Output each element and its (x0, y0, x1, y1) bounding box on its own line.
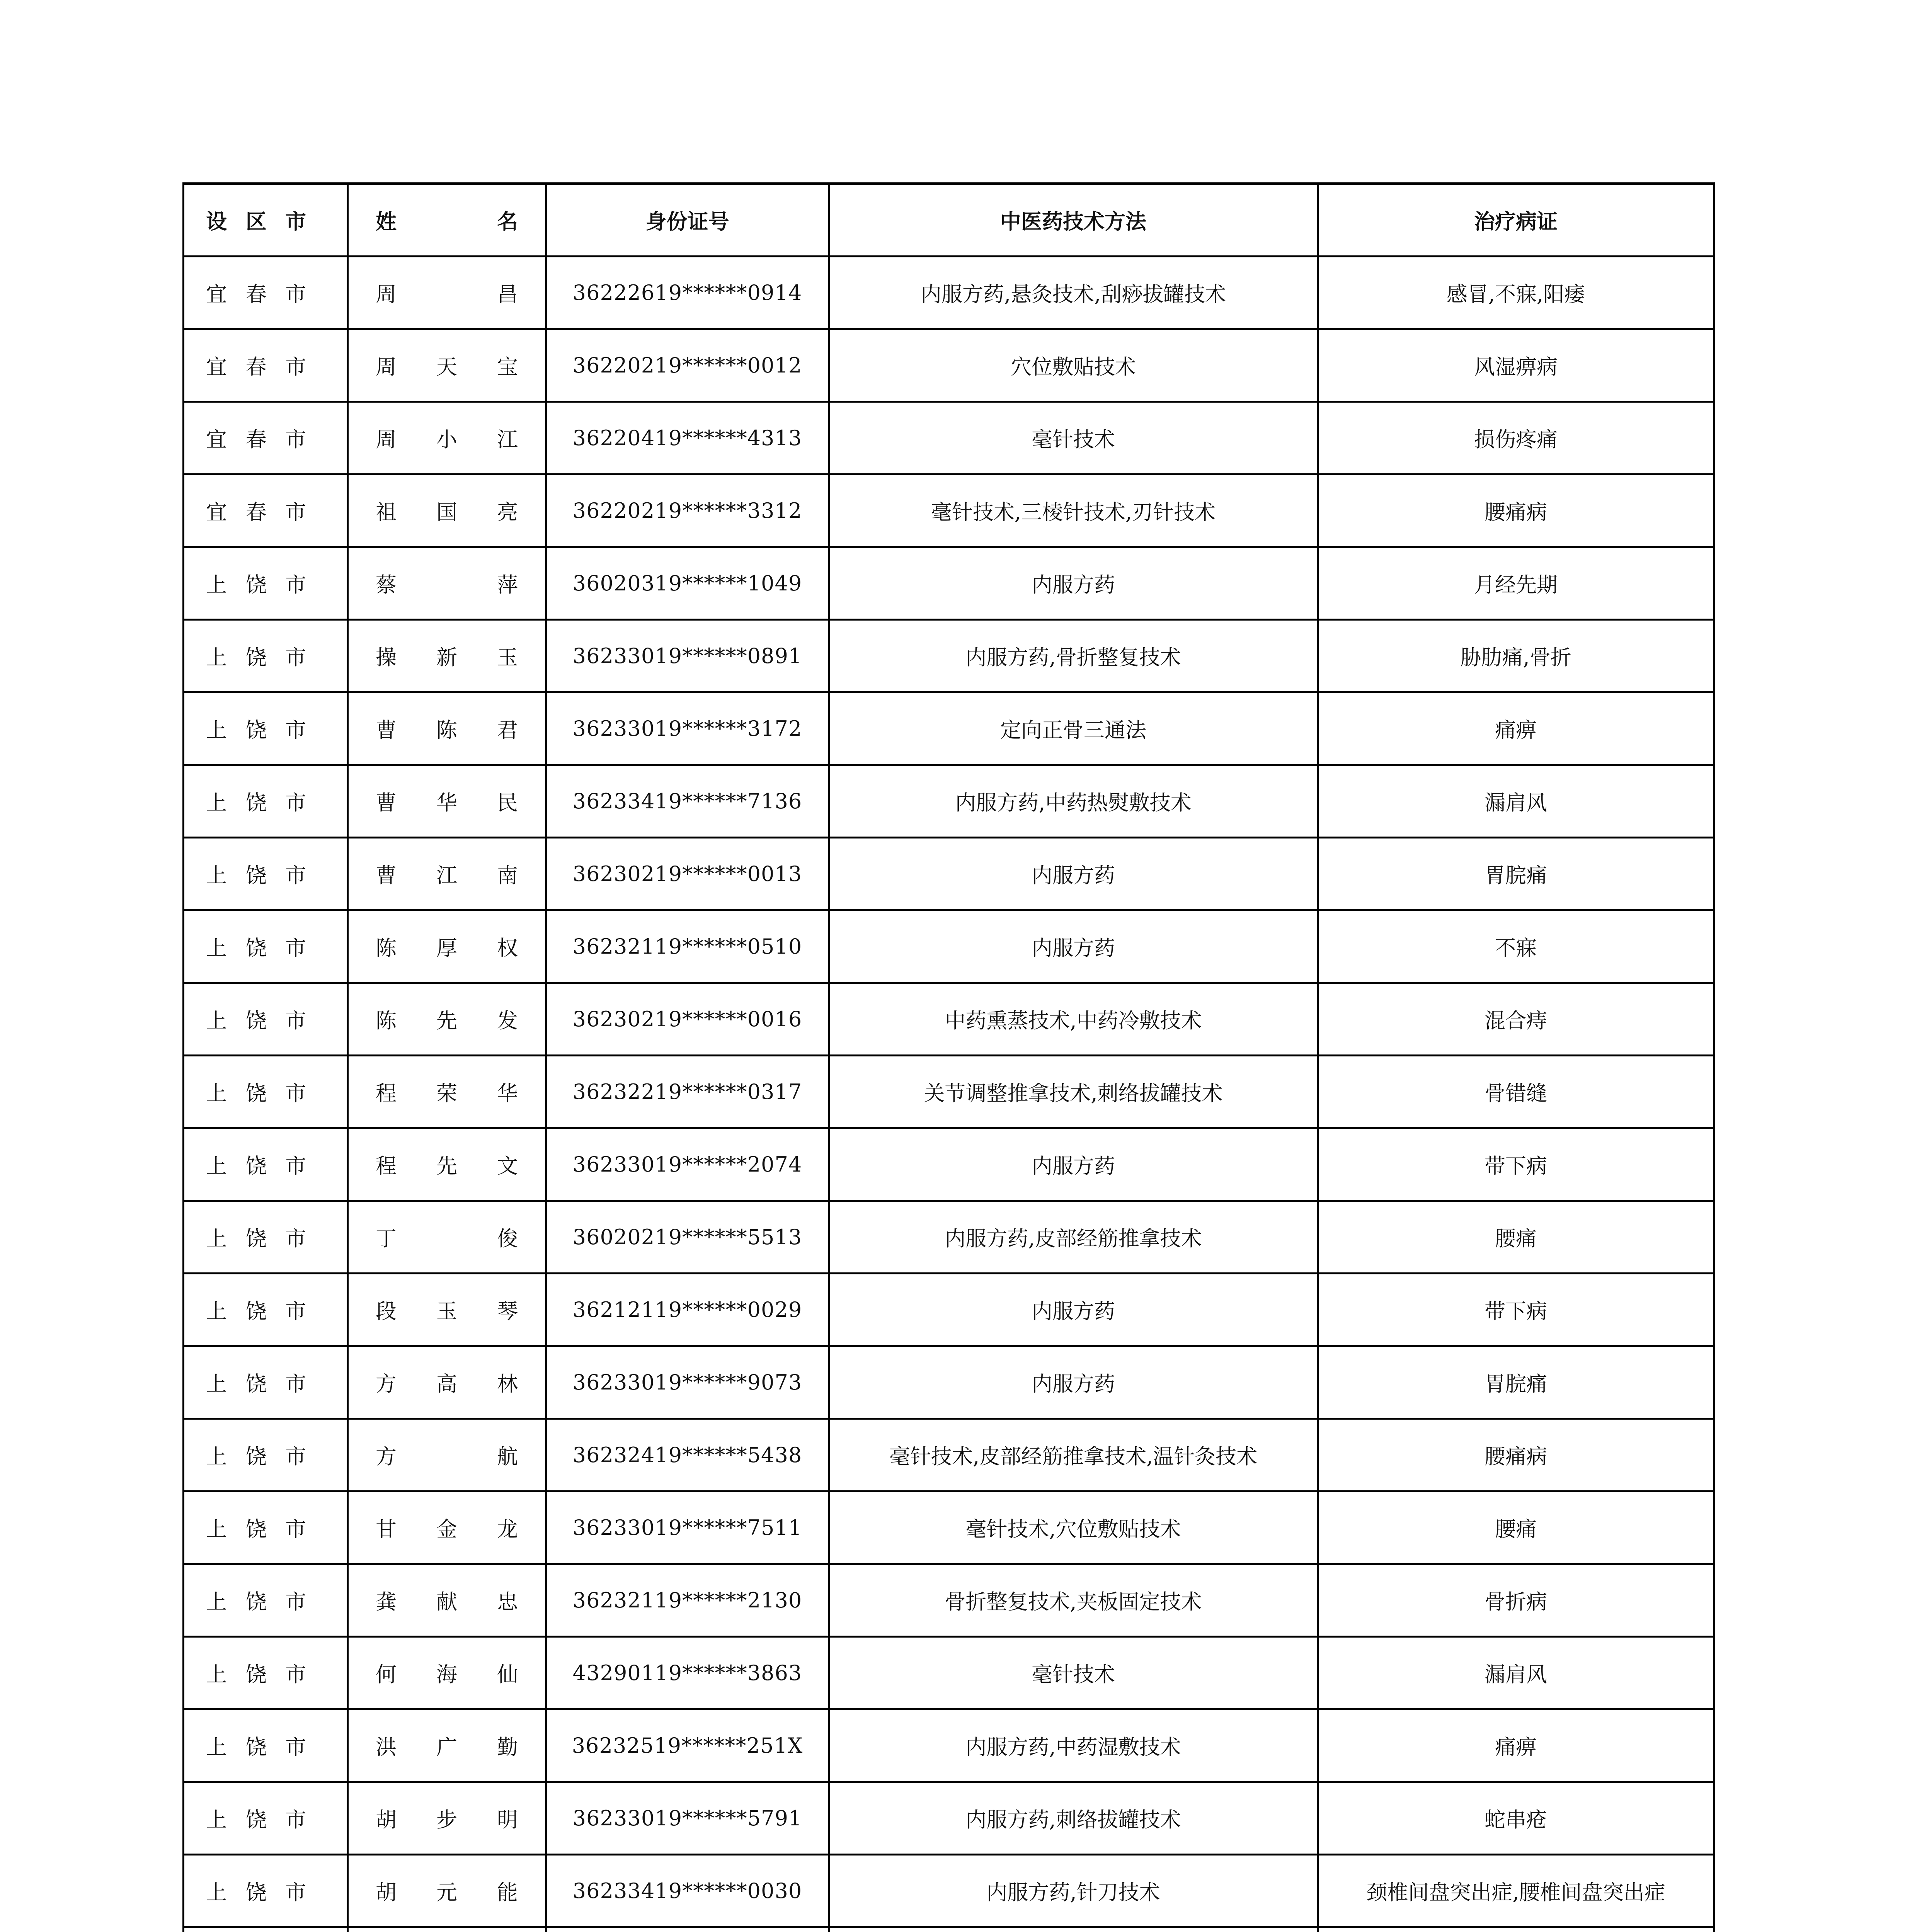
name-text: 方 高 林 (376, 1372, 518, 1396)
id-number-cell: 36232119******0510 (546, 910, 829, 983)
method-cell: 穴位敷贴技术 (829, 329, 1318, 402)
name-text: 方 航 (376, 1444, 518, 1469)
city-cell: 上饶市 (184, 1855, 348, 1927)
name-text: 胡 元 能 (376, 1880, 518, 1905)
method-cell: 内服方药,针刀技术 (829, 1855, 1318, 1927)
name-cell (348, 838, 546, 910)
name-text: 甘 金 龙 (376, 1517, 518, 1541)
city-cell: 上饶市 (184, 1782, 348, 1855)
name-cell (348, 1782, 546, 1855)
name-cell (348, 547, 546, 620)
table-body (184, 257, 1714, 1932)
method-cell: 内服方药 (829, 547, 1318, 620)
roster-table (182, 182, 1715, 1932)
table-row (184, 983, 1714, 1056)
city-cell: 上饶市 (184, 547, 348, 620)
table-row (184, 1564, 1714, 1637)
method-cell: 毫针技术 (829, 1637, 1318, 1709)
id-number-cell: 36233019******2074 (546, 1128, 829, 1201)
city-cell: 上饶市 (184, 1709, 348, 1782)
name-cell (348, 1128, 546, 1201)
table-row (184, 1201, 1714, 1274)
name-cell (348, 257, 546, 329)
city-cell: 上饶市 (184, 1274, 348, 1346)
id-number-cell: 36220419******4313 (546, 402, 829, 474)
name-text: 程 荣 华 (376, 1081, 518, 1105)
disease-cell: 损伤疼痛 (1318, 402, 1714, 474)
id-number-cell: 36233019******9073 (546, 1346, 829, 1419)
method-cell: 定向正骨三通法 (829, 692, 1318, 765)
header-method: 中医药技术方法 (829, 184, 1318, 257)
name-cell (348, 1855, 546, 1927)
name-text: 丁 俊 (376, 1226, 518, 1251)
id-number-cell: 36232219******0317 (546, 1056, 829, 1128)
id-number-cell: 36233419******0030 (546, 1855, 829, 1927)
table-row (184, 1274, 1714, 1346)
method-cell: 内服方药,悬灸技术,刮痧拔罐技术 (829, 257, 1318, 329)
name-cell (348, 1056, 546, 1128)
name-text (349, 1928, 545, 1932)
name-cell (348, 692, 546, 765)
name-text: 周 天 宝 (376, 355, 518, 379)
id-number-cell: 36233019******5791 (546, 1782, 829, 1855)
name-text: 洪 广 勤 (376, 1735, 518, 1759)
name-text: 何 海 仙 (376, 1662, 518, 1687)
name-cell (348, 1274, 546, 1346)
name-text: 祖 国 亮 (376, 500, 518, 524)
city-cell: 宜春市 (184, 474, 348, 547)
disease-cell: 不寐 (1318, 910, 1714, 983)
table-row (184, 257, 1714, 329)
city-cell: 上饶市 (184, 1564, 348, 1637)
method-cell: 毫针技术 (829, 402, 1318, 474)
table-row (184, 765, 1714, 838)
header-row (184, 184, 1714, 257)
city-cell: 上饶市 (184, 1201, 348, 1274)
table-row (184, 910, 1714, 983)
name-text: 陈 厚 权 (376, 936, 518, 960)
name-text: 操 新 玉 (376, 645, 518, 670)
id-number-cell: 36220219******3312 (546, 474, 829, 547)
disease-cell: 腰痛 (1318, 1492, 1714, 1564)
method-cell: 内服方药 (829, 1128, 1318, 1201)
disease-cell: 漏肩风 (1318, 765, 1714, 838)
disease-cell: 风湿痹病 (1318, 329, 1714, 402)
name-text: 周 小 江 (376, 427, 518, 452)
name-text: 段 玉 琴 (376, 1299, 518, 1323)
id-number-cell: 36233019******3172 (546, 692, 829, 765)
method-cell: 骨折整复技术,夹板固定技术 (829, 1564, 1318, 1637)
id-number-cell: 36212119******0029 (546, 1274, 829, 1346)
method-cell: 内服方药,刺络拔罐技术 (829, 1782, 1318, 1855)
city-cell: 宜春市 (184, 329, 348, 402)
header-disease: 治疗病证 (1318, 184, 1714, 257)
method-cell: 内服方药,骨折整复技术 (829, 620, 1318, 692)
name-cell (348, 1927, 546, 1932)
id-number-cell: 36020319******1049 (546, 547, 829, 620)
name-cell (348, 983, 546, 1056)
name-cell (348, 402, 546, 474)
disease-cell: 骨错缝 (1318, 1056, 1714, 1128)
table-row (184, 620, 1714, 692)
name-text: 曹 陈 君 (376, 718, 518, 742)
disease-cell: 腰痛病 (1318, 474, 1714, 547)
city-cell: 上饶市 (184, 910, 348, 983)
city-cell: 上饶市 (184, 983, 348, 1056)
table-row (184, 692, 1714, 765)
id-number-cell (546, 1927, 829, 1932)
id-number-cell: 36222619******0914 (546, 257, 829, 329)
disease-cell: 感冒,不寐,阳痿 (1318, 257, 1714, 329)
city-cell: 宜春市 (184, 402, 348, 474)
name-cell (348, 1637, 546, 1709)
id-number-cell: 36230219******0016 (546, 983, 829, 1056)
table-row (184, 329, 1714, 402)
disease-cell: 胃脘痛 (1318, 1346, 1714, 1419)
name-text: 程 先 文 (376, 1154, 518, 1178)
table-row (184, 1492, 1714, 1564)
table-row (184, 1855, 1714, 1927)
id-number-cell: 36220219******0012 (546, 329, 829, 402)
disease-cell (1318, 1927, 1714, 1932)
disease-cell: 痛痹 (1318, 692, 1714, 765)
disease-cell: 骨折病 (1318, 1564, 1714, 1637)
disease-cell: 月经先期 (1318, 547, 1714, 620)
name-text: 曹 华 民 (376, 791, 518, 815)
name-text: 胡 步 明 (376, 1808, 518, 1832)
table-row (184, 1927, 1714, 1932)
city-cell: 宜春市 (184, 257, 348, 329)
name-cell (348, 474, 546, 547)
city-cell: 上饶市 (184, 1492, 348, 1564)
name-cell (348, 1709, 546, 1782)
city-cell: 上饶市 (184, 765, 348, 838)
id-number-cell: 36020219******5513 (546, 1201, 829, 1274)
method-cell: 毫针技术,三棱针技术,刃针技术 (829, 474, 1318, 547)
name-text: 蔡 萍 (376, 573, 518, 597)
city-cell (184, 1927, 348, 1932)
name-text: 周 昌 (376, 282, 518, 306)
table-row (184, 1128, 1714, 1201)
name-cell (348, 1201, 546, 1274)
city-cell: 上饶市 (184, 1346, 348, 1419)
method-cell: 内服方药 (829, 1346, 1318, 1419)
name-cell (348, 765, 546, 838)
name-cell (348, 620, 546, 692)
method-cell: 毫针技术,穴位敷贴技术 (829, 1492, 1318, 1564)
table-row (184, 474, 1714, 547)
disease-cell: 腰痛 (1318, 1201, 1714, 1274)
city-cell: 上饶市 (184, 1419, 348, 1492)
id-number-cell: 36232419******5438 (546, 1419, 829, 1492)
city-cell: 上饶市 (184, 1056, 348, 1128)
city-cell: 上饶市 (184, 1128, 348, 1201)
disease-cell: 胃脘痛 (1318, 838, 1714, 910)
name-text: 陈 先 发 (376, 1009, 518, 1033)
method-cell (829, 1927, 1318, 1932)
id-number-cell: 36230219******0013 (546, 838, 829, 910)
header-id: 身份证号 (546, 184, 829, 257)
disease-cell: 带下病 (1318, 1274, 1714, 1346)
name-text: 龚 献 忠 (376, 1590, 518, 1614)
name-cell (348, 1419, 546, 1492)
id-number-cell: 36232119******2130 (546, 1564, 829, 1637)
method-cell: 内服方药,皮部经筋推拿技术 (829, 1201, 1318, 1274)
city-cell: 上饶市 (184, 838, 348, 910)
method-cell: 内服方药 (829, 1274, 1318, 1346)
table-row (184, 1637, 1714, 1709)
table-row (184, 547, 1714, 620)
id-number-cell: 36233019******7511 (546, 1492, 829, 1564)
id-number-cell: 43290119******3863 (546, 1637, 829, 1709)
table-row (184, 1419, 1714, 1492)
table-row (184, 1346, 1714, 1419)
disease-cell: 胁肋痛,骨折 (1318, 620, 1714, 692)
header-name-text: 姓 名 (376, 209, 518, 234)
city-cell: 上饶市 (184, 620, 348, 692)
disease-cell: 蛇串疮 (1318, 1782, 1714, 1855)
name-text: 曹 江 南 (376, 863, 518, 888)
disease-cell: 带下病 (1318, 1128, 1714, 1201)
method-cell: 内服方药 (829, 838, 1318, 910)
city-cell: 上饶市 (184, 1637, 348, 1709)
method-cell: 关节调整推拿技术,刺络拔罐技术 (829, 1056, 1318, 1128)
disease-cell: 颈椎间盘突出症,腰椎间盘突出症 (1318, 1855, 1714, 1927)
disease-cell: 痛痹 (1318, 1709, 1714, 1782)
table-row (184, 402, 1714, 474)
header-name (348, 184, 546, 257)
name-cell (348, 1492, 546, 1564)
name-cell (348, 1346, 546, 1419)
disease-cell: 漏肩风 (1318, 1637, 1714, 1709)
table-row (184, 1782, 1714, 1855)
id-number-cell: 36232519******251X (546, 1709, 829, 1782)
name-cell (348, 329, 546, 402)
id-number-cell: 36233019******0891 (546, 620, 829, 692)
method-cell: 内服方药,中药热熨敷技术 (829, 765, 1318, 838)
city-cell: 上饶市 (184, 692, 348, 765)
name-cell (348, 1564, 546, 1637)
method-cell: 内服方药,中药湿敷技术 (829, 1709, 1318, 1782)
disease-cell: 腰痛病 (1318, 1419, 1714, 1492)
id-number-cell: 36233419******7136 (546, 765, 829, 838)
method-cell: 内服方药 (829, 910, 1318, 983)
name-cell (348, 910, 546, 983)
disease-cell: 混合痔 (1318, 983, 1714, 1056)
table-row (184, 1709, 1714, 1782)
table-row (184, 1056, 1714, 1128)
table-row (184, 838, 1714, 910)
method-cell: 中药熏蒸技术,中药冷敷技术 (829, 983, 1318, 1056)
method-cell: 毫针技术,皮部经筋推拿技术,温针灸技术 (829, 1419, 1318, 1492)
header-city: 设区市 (184, 184, 348, 257)
